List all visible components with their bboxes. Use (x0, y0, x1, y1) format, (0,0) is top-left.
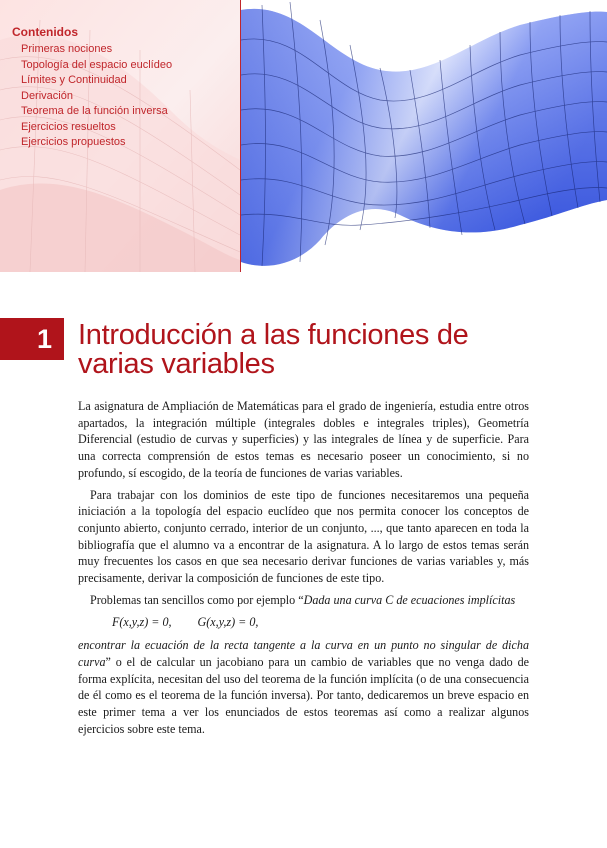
toc-item-topologia[interactable]: Topología del espacio euclídeo (21, 58, 173, 71)
chapter-title-line1: Introducción a las funciones de (78, 319, 469, 351)
toc-item-limites[interactable]: Límites y Continuidad (21, 74, 127, 86)
toc-item-ejercicios-resueltos[interactable]: Ejercicios resueltos (21, 120, 116, 133)
toc-title: Contenidos (12, 25, 78, 39)
header-banner (0, 0, 607, 272)
paragraph-2: Para trabajar con los dominios de este tipo de funciones necesitaremos una pequeña iniciación a la topología del espacio euclídeo que nos permita conocer los conceptos de conjunto abierto, conjunto cerrado, interior de un conjunto, ..., que tanto aparecen en toda la bibliografía que el alumno va a encontrar de la asignatura. A lo largo de estos temas serán muy frecuentes los casos en que sea necesario derivar funciones de varias variables y, más precisamente, derivar la composición de funciones de este tipo. (78, 487, 529, 586)
paragraph-3-italic: Dada una curva C de ecuaciones implícitas (303, 592, 516, 607)
chapter-body (78, 398, 529, 737)
table-of-contents (12, 25, 237, 151)
toc-item-teorema-funcion-inversa[interactable]: Teorema de la función inversa (21, 105, 168, 117)
toc-list (12, 42, 237, 151)
paragraph-3-start: Problemas tan sencillos como por ejemplo “ (90, 592, 304, 607)
toc-item-ejercicios-propuestos[interactable]: Ejercicios propuestos (21, 136, 126, 148)
chapter-title (78, 321, 598, 379)
toc-item-derivacion[interactable]: Derivación (21, 89, 73, 102)
paragraph-4-rest: ” o el de calcular un jacobiano para un cambio de variables que no venga dado de forma explícita, necesitan del uso del teorema de la función implícita (o de una consecuencia de él como es el teorema de la función inversa). Por tanto, dedicaremos un breve espacio en este primer tema a ver los enunciados de estos teoremas así como a realizar algunos ejercicios sobre este tema. (78, 654, 529, 736)
paragraph-4-italic: encontrar la ecuación de la recta tangente a la curva en un punto no singular de dicha curva (78, 638, 529, 669)
paragraph-1: La asignatura de Ampliación de Matemáticas para el grado de ingeniería, estudia entre otros apartados, la integración múltiple (integrales dobles e integrales triples), Geometría Diferencial (estudio de curvas y superficies) y las integrales de línea y de superficie. Para una correcta comprensión de estos temas es necesario poseer un conocimiento, si no profundo, sí escogido, de la teoría de funciones de varias variables. (78, 399, 529, 480)
banner-divider-vertical (240, 0, 241, 272)
paragraph-4 (78, 637, 529, 737)
toc-item-primeras-nociones[interactable]: Primeras nociones (21, 43, 113, 55)
equation-line (112, 614, 529, 631)
equation-F: F(x,y,z) = 0, (112, 615, 172, 630)
chapter-number-box: 1 (0, 318, 64, 360)
paragraph-3 (78, 592, 529, 609)
equation-G: G(x,y,z) = 0, (197, 615, 259, 630)
chapter-title-line2: varias variables (78, 348, 275, 380)
